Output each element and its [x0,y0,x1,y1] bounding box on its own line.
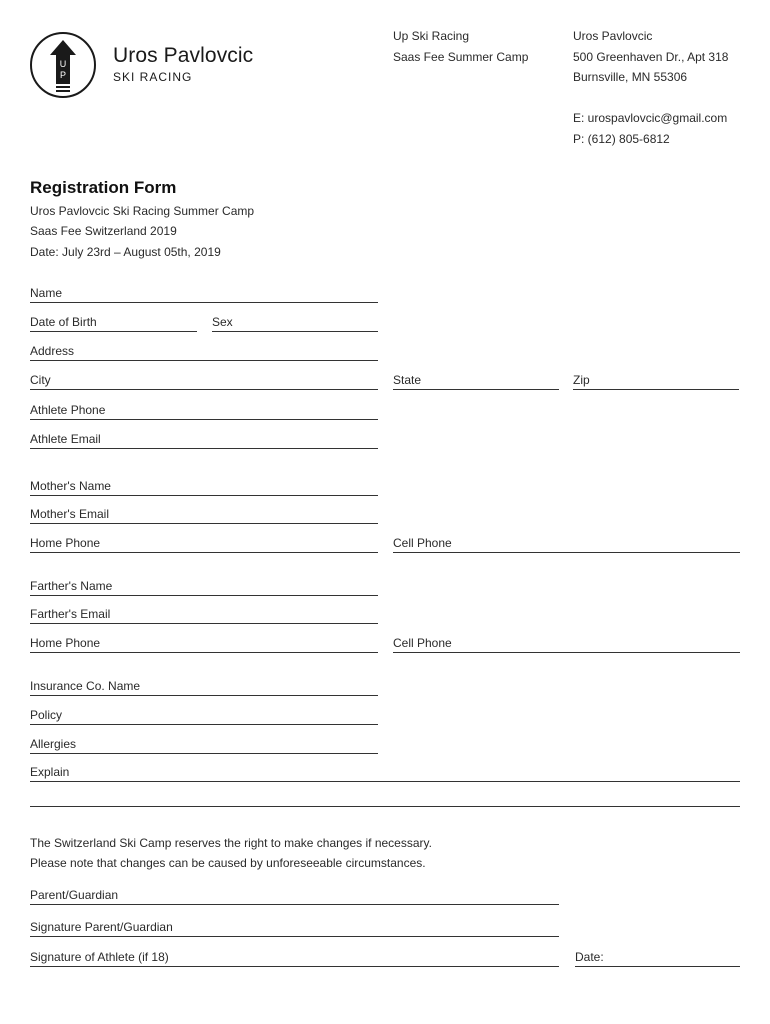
sex-label: Sex [212,315,233,329]
arrow-logo-icon [32,34,94,96]
contact-email: E: urospavlovcic@gmail.com [573,111,728,125]
home-phone-label-2: Home Phone [30,636,101,650]
cell-phone-label-1: Cell Phone [393,536,452,550]
cell-phone-field-2[interactable] [393,635,740,653]
org-name: Up Ski Racing [393,29,470,43]
camp-location: Saas Fee Switzerland 2019 [30,224,177,238]
father-email-field[interactable] [30,606,378,624]
athlete-email-field[interactable] [30,431,378,449]
camp-title: Uros Pavlovcic Ski Racing Summer Camp [30,204,255,218]
contact-info [573,26,728,149]
svg-text:U: U [59,59,67,69]
svg-text:P: P [59,70,67,80]
allergies-label: Allergies [30,737,77,751]
dob-label: Date of Birth [30,315,97,329]
home-phone-label-1: Home Phone [30,536,101,550]
date-label: Date: [575,950,604,964]
parent-guardian-field[interactable] [30,887,559,905]
brand-name: Uros Pavlovcic [113,44,254,67]
state-label: State [393,373,422,387]
brand-subtitle: SKI RACING [113,70,193,84]
note-line-2: Please note that changes can be caused by unforeseeable circumstances. [30,856,426,870]
date-field[interactable] [575,949,740,967]
father-name-field[interactable] [30,578,378,596]
contact-city: Burnsville, MN 55306 [573,70,688,84]
address-field[interactable] [30,343,378,361]
signature-athlete-field[interactable] [30,949,559,967]
policy-label: Policy [30,708,63,722]
camp-dates: Date: July 23rd – August 05th, 2019 [30,245,221,259]
zip-field[interactable] [573,372,739,390]
name-field[interactable] [30,285,378,303]
signature-parent-field[interactable] [30,919,559,937]
signature-athlete-label: Signature of Athlete (if 18) [30,950,169,964]
form-title: Registration Form [30,178,177,197]
contact-address: 500 Greenhaven Dr., Apt 318 [573,49,729,64]
athlete-phone-field[interactable] [30,402,378,420]
logo [30,32,96,98]
home-phone-field-2[interactable] [30,635,378,653]
note-line-1: The Switzerland Ski Camp reserves the right to make changes if necessary. [30,836,432,850]
allergies-field[interactable] [30,736,378,754]
athlete-phone-label: Athlete Phone [30,403,106,417]
signature-parent-label: Signature Parent/Guardian [30,920,173,934]
insurance-label: Insurance Co. Name [30,679,141,693]
mother-email-label: Mother's Email [30,507,109,521]
name-label: Name [30,286,63,300]
zip-label: Zip [573,373,590,387]
father-email-label: Farther's Email [30,607,111,621]
father-name-label: Farther's Name [30,579,113,593]
mother-name-field[interactable] [30,478,378,496]
dob-field[interactable] [30,314,197,332]
contact-phone: P: (612) 805-6812 [573,131,670,146]
explain-field-line-2[interactable] [30,789,740,807]
explain-field[interactable] [30,764,740,782]
athlete-email-label: Athlete Email [30,432,101,446]
state-field[interactable] [393,372,559,390]
org-info [393,26,528,67]
mother-name-label: Mother's Name [30,479,111,493]
policy-field[interactable] [30,707,378,725]
sex-field[interactable] [212,314,378,332]
address-label: Address [30,344,75,358]
parent-guardian-label: Parent/Guardian [30,888,119,902]
city-label: City [30,373,51,387]
home-phone-field-1[interactable] [30,535,378,553]
explain-label: Explain [30,765,70,779]
camp-name: Saas Fee Summer Camp [393,49,529,64]
mother-email-field[interactable] [30,506,378,524]
contact-name: Uros Pavlovcic [573,29,653,43]
cell-phone-field-1[interactable] [393,535,740,553]
city-field[interactable] [30,372,378,390]
cell-phone-label-2: Cell Phone [393,636,452,650]
insurance-field[interactable] [30,678,378,696]
